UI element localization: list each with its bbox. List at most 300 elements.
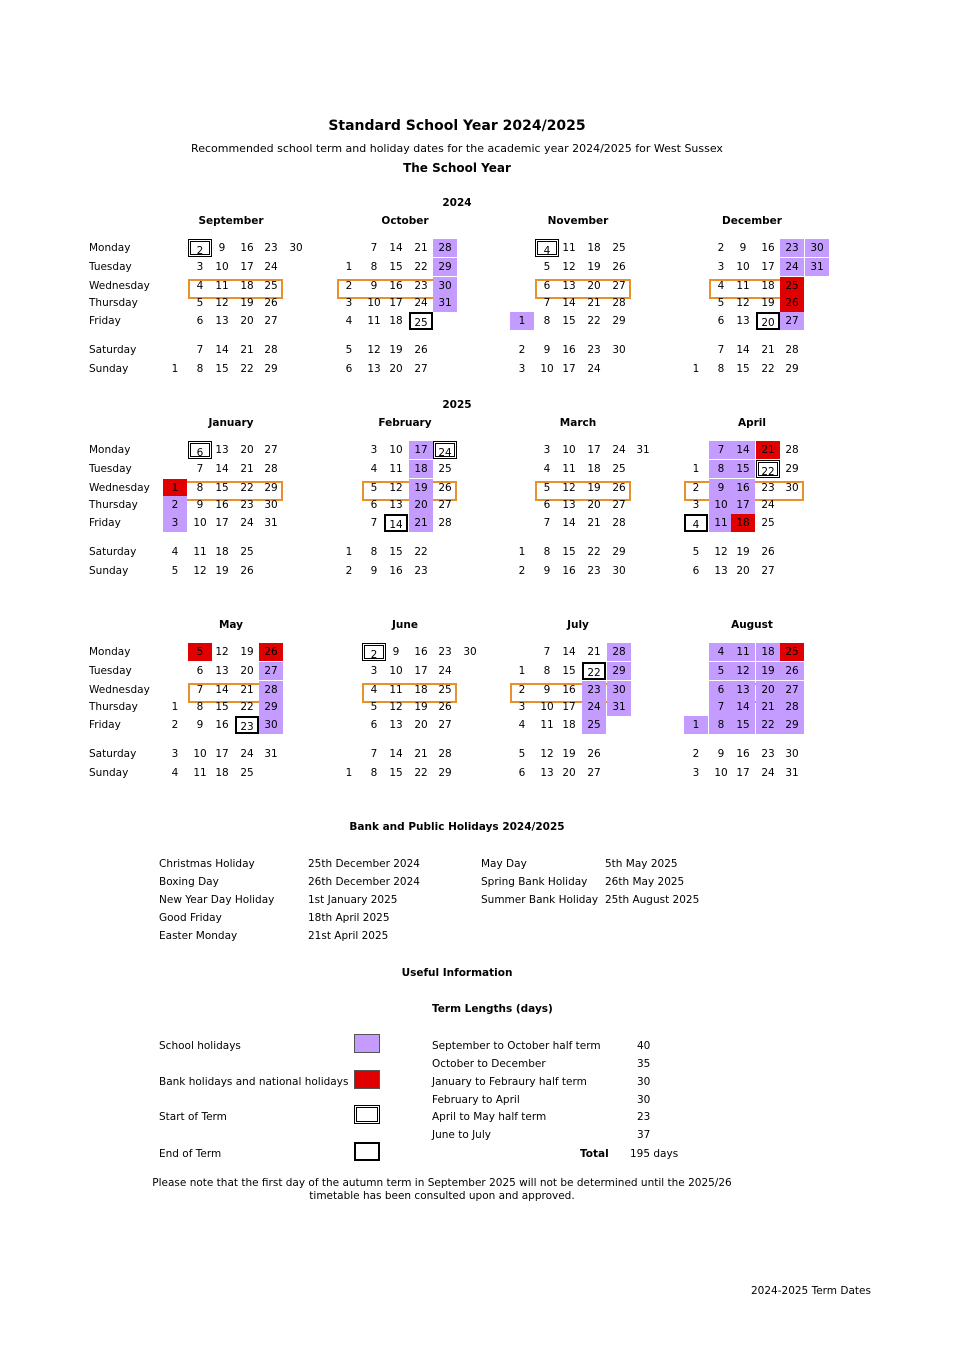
day-cell: 14: [736, 344, 750, 356]
school-holiday-cell: 27: [780, 681, 804, 699]
day-cell: 26: [612, 261, 626, 273]
page-subtitle: Recommended school term and holiday dates for the academic year 2024/2025 for West Sussex: [191, 142, 723, 155]
day-cell: 18: [562, 719, 576, 731]
day-cell: 7: [196, 344, 204, 356]
day-cell: 16: [736, 748, 750, 760]
day-cell: 7: [543, 517, 551, 529]
day-cell: 16: [215, 719, 229, 731]
end-of-term-cell: 23: [235, 716, 259, 734]
day-cell: 15: [389, 261, 403, 273]
day-cell: 10: [389, 444, 403, 456]
day-cell: 8: [196, 701, 204, 713]
day-cell: 16: [389, 565, 403, 577]
bank-holiday-cell: 25: [780, 643, 804, 661]
school-holiday-cell: 28: [259, 681, 283, 699]
day-cell: 5: [196, 297, 204, 309]
day-cell: 11: [215, 280, 229, 292]
day-label: Tuesday: [89, 665, 132, 677]
day-cell: 3: [518, 701, 526, 713]
day-cell: 13: [215, 444, 229, 456]
day-cell: 14: [389, 748, 403, 760]
term-name: October to December: [432, 1058, 546, 1070]
day-cell: 11: [562, 463, 576, 475]
day-cell: 5: [345, 344, 353, 356]
day-cell: 1: [692, 363, 700, 375]
day-label: Sunday: [89, 363, 129, 375]
day-cell: 23: [761, 748, 775, 760]
day-cell: 17: [414, 665, 428, 677]
day-cell: 29: [785, 363, 799, 375]
month-name: September: [198, 215, 264, 227]
school-holiday-cell: 8: [709, 460, 733, 478]
day-cell: 22: [587, 546, 601, 558]
start-of-term-cell: 22: [756, 460, 780, 478]
day-cell: 3: [692, 499, 700, 511]
autumn-term-note: Please note that the first day of the autumn term in September 2025 will not be determined until the 2025/26 timetable has been consulted upon and approved.: [152, 1177, 732, 1202]
day-label: Friday: [89, 315, 121, 327]
day-cell: 3: [345, 297, 353, 309]
day-cell: 15: [389, 546, 403, 558]
legend-label: School holidays: [159, 1040, 241, 1052]
day-cell: 9: [392, 646, 400, 658]
day-cell: 4: [196, 280, 204, 292]
day-cell: 10: [193, 748, 207, 760]
school-holiday-cell: 27: [780, 312, 804, 330]
holiday-name: Christmas Holiday: [159, 858, 255, 870]
day-cell: 17: [215, 748, 229, 760]
day-cell: 10: [540, 701, 554, 713]
day-cell: 9: [196, 499, 204, 511]
school-holiday-cell: 27: [259, 662, 283, 680]
day-cell: 3: [518, 363, 526, 375]
day-cell: 28: [785, 444, 799, 456]
day-cell: 15: [215, 701, 229, 713]
term-name: January to Febraury half term: [432, 1076, 587, 1088]
day-cell: 19: [215, 565, 229, 577]
day-cell: 5: [171, 565, 179, 577]
day-cell: 19: [587, 482, 601, 494]
day-cell: 28: [438, 748, 452, 760]
day-cell: 27: [438, 719, 452, 731]
day-cell: 31: [264, 517, 278, 529]
day-cell: 8: [196, 363, 204, 375]
day-cell: 2: [518, 684, 526, 696]
month-name: May: [218, 619, 244, 631]
school-holiday-cell: 20: [409, 496, 433, 514]
school-holiday-cell: 14: [731, 698, 755, 716]
holiday-name: Good Friday: [159, 912, 222, 924]
day-cell: 12: [193, 565, 207, 577]
day-cell: 11: [562, 242, 576, 254]
holiday-date: 18th April 2025: [308, 912, 390, 924]
day-cell: 10: [540, 363, 554, 375]
day-label: Sunday: [89, 565, 129, 577]
day-cell: 8: [717, 363, 725, 375]
school-holiday-cell: 15: [731, 460, 755, 478]
school-holiday-cell: 11: [731, 643, 755, 661]
day-cell: 2: [692, 748, 700, 760]
term-days: 23: [637, 1111, 651, 1123]
day-cell: 17: [389, 297, 403, 309]
school-holiday-cell: 28: [607, 643, 631, 661]
day-cell: 12: [540, 748, 554, 760]
day-cell: 4: [717, 280, 725, 292]
school-year-heading: The School Year: [403, 161, 511, 175]
day-cell: 11: [736, 280, 750, 292]
day-cell: 9: [543, 565, 551, 577]
day-cell: 16: [562, 684, 576, 696]
term-days: 40: [637, 1040, 651, 1052]
bank-holiday-cell: 26: [780, 294, 804, 312]
day-cell: 27: [587, 767, 601, 779]
day-cell: 6: [543, 280, 551, 292]
day-cell: 10: [193, 517, 207, 529]
day-cell: 11: [540, 719, 554, 731]
day-cell: 30: [289, 242, 303, 254]
term-name: June to July: [432, 1129, 491, 1141]
day-cell: 29: [438, 767, 452, 779]
term-name: February to April: [432, 1094, 520, 1106]
day-cell: 1: [171, 701, 179, 713]
day-cell: 7: [543, 297, 551, 309]
day-cell: 26: [587, 748, 601, 760]
day-cell: 19: [389, 344, 403, 356]
day-cell: 4: [518, 719, 526, 731]
school-holiday-cell: 8: [709, 716, 733, 734]
day-cell: 24: [414, 297, 428, 309]
legend-label: End of Term: [159, 1148, 222, 1160]
day-cell: 15: [562, 546, 576, 558]
school-holiday-cell: 13: [731, 681, 755, 699]
holiday-date: 21st April 2025: [308, 930, 389, 942]
day-cell: 18: [414, 684, 428, 696]
school-holiday-cell: 29: [607, 662, 631, 680]
day-cell: 17: [736, 767, 750, 779]
day-cell: 5: [518, 748, 526, 760]
day-cell: 16: [414, 646, 428, 658]
month-name: March: [559, 417, 597, 429]
school-holiday-cell: 7: [709, 698, 733, 716]
day-cell: 9: [717, 748, 725, 760]
school-holiday-cell: 19: [756, 662, 780, 680]
day-cell: 9: [370, 280, 378, 292]
day-cell: 3: [543, 444, 551, 456]
day-cell: 24: [761, 499, 775, 511]
day-cell: 21: [240, 684, 254, 696]
year-heading-2024: 2024: [442, 197, 472, 209]
start-of-term-cell: 4: [535, 239, 559, 257]
day-label: Friday: [89, 719, 121, 731]
day-cell: 13: [736, 315, 750, 327]
month-name: January: [208, 417, 254, 429]
holiday-name: Boxing Day: [159, 876, 219, 888]
day-cell: 7: [370, 748, 378, 760]
holiday-name: Summer Bank Holiday: [481, 894, 599, 906]
day-cell: 13: [562, 280, 576, 292]
day-cell: 23: [264, 242, 278, 254]
day-cell: 30: [463, 646, 477, 658]
day-cell: 14: [562, 297, 576, 309]
day-cell: 16: [240, 242, 254, 254]
day-cell: 1: [345, 767, 353, 779]
year-heading-2025: 2025: [442, 399, 472, 411]
day-cell: 16: [562, 565, 576, 577]
day-cell: 14: [562, 517, 576, 529]
day-cell: 23: [414, 280, 428, 292]
day-cell: 24: [438, 665, 452, 677]
day-cell: 20: [240, 315, 254, 327]
month-name: August: [731, 619, 773, 631]
day-cell: 13: [562, 499, 576, 511]
day-cell: 16: [562, 344, 576, 356]
day-cell: 21: [761, 344, 775, 356]
school-holiday-cell: 20: [756, 681, 780, 699]
day-cell: 26: [414, 344, 428, 356]
day-cell: 19: [414, 701, 428, 713]
day-cell: 22: [240, 482, 254, 494]
day-cell: 28: [438, 517, 452, 529]
day-cell: 15: [736, 363, 750, 375]
day-cell: 3: [370, 444, 378, 456]
day-label: Tuesday: [89, 463, 132, 475]
day-cell: 22: [761, 363, 775, 375]
day-cell: 23: [438, 646, 452, 658]
day-cell: 1: [171, 363, 179, 375]
day-cell: 28: [612, 517, 626, 529]
day-cell: 7: [543, 646, 551, 658]
day-cell: 11: [389, 684, 403, 696]
total-label: Total: [580, 1148, 609, 1160]
day-cell: 12: [389, 701, 403, 713]
day-cell: 8: [543, 315, 551, 327]
holiday-name: Spring Bank Holiday: [481, 876, 588, 888]
day-cell: 18: [587, 463, 601, 475]
day-cell: 24: [240, 748, 254, 760]
day-label: Monday: [89, 646, 131, 658]
day-cell: 13: [215, 315, 229, 327]
term-lengths-heading: Term Lengths (days): [432, 1003, 553, 1015]
day-cell: 12: [367, 344, 381, 356]
day-cell: 19: [736, 546, 750, 558]
day-cell: 7: [717, 344, 725, 356]
school-holiday-cell: 9: [709, 479, 733, 497]
day-cell: 28: [785, 344, 799, 356]
day-cell: 3: [171, 748, 179, 760]
day-cell: 27: [761, 565, 775, 577]
month-name: June: [392, 619, 418, 631]
day-cell: 14: [215, 684, 229, 696]
day-cell: 18: [389, 315, 403, 327]
day-cell: 23: [240, 499, 254, 511]
day-cell: 1: [692, 463, 700, 475]
day-cell: 27: [264, 444, 278, 456]
day-cell: 15: [562, 665, 576, 677]
school-holiday-cell: 31: [433, 294, 457, 312]
bank-holiday-cell: 25: [780, 277, 804, 295]
school-holiday-cell: 18: [756, 643, 780, 661]
day-cell: 27: [612, 499, 626, 511]
day-cell: 21: [240, 344, 254, 356]
school-holiday-cell: 29: [433, 258, 457, 276]
day-cell: 26: [761, 546, 775, 558]
day-cell: 23: [761, 482, 775, 494]
day-cell: 30: [785, 482, 799, 494]
day-cell: 30: [264, 499, 278, 511]
day-cell: 14: [215, 463, 229, 475]
school-holiday-cell: 24: [780, 258, 804, 276]
day-cell: 2: [518, 565, 526, 577]
day-cell: 17: [240, 261, 254, 273]
day-cell: 30: [612, 565, 626, 577]
day-cell: 12: [389, 482, 403, 494]
holiday-name: Easter Monday: [159, 930, 238, 942]
day-cell: 22: [414, 261, 428, 273]
day-cell: 25: [612, 242, 626, 254]
day-cell: 20: [414, 719, 428, 731]
day-cell: 31: [636, 444, 650, 456]
day-cell: 2: [345, 280, 353, 292]
useful-info-heading: Useful Information: [401, 967, 513, 979]
school-holiday-cell: 16: [731, 479, 755, 497]
day-cell: 1: [518, 546, 526, 558]
day-cell: 9: [196, 719, 204, 731]
day-cell: 6: [717, 315, 725, 327]
school-holiday-cell: 23: [582, 681, 606, 699]
school-holiday-cell: 14: [731, 441, 755, 459]
day-cell: 4: [171, 546, 179, 558]
holiday-date: 26th December 2024: [308, 876, 420, 888]
day-cell: 19: [240, 646, 254, 658]
day-cell: 22: [414, 767, 428, 779]
day-cell: 11: [193, 767, 207, 779]
day-cell: 3: [196, 261, 204, 273]
month-name: April: [737, 417, 767, 429]
day-cell: 18: [215, 767, 229, 779]
day-cell: 7: [196, 463, 204, 475]
school-holiday-cell: 24: [582, 698, 606, 716]
day-cell: 24: [612, 444, 626, 456]
term-name: September to October half term: [432, 1040, 601, 1052]
day-cell: 6: [196, 315, 204, 327]
day-cell: 30: [612, 344, 626, 356]
total-value: 195 days: [630, 1148, 679, 1160]
end-of-term-cell: 20: [756, 312, 780, 330]
day-cell: 17: [587, 444, 601, 456]
day-cell: 2: [717, 242, 725, 254]
day-cell: 21: [414, 242, 428, 254]
day-cell: 10: [215, 261, 229, 273]
day-cell: 3: [370, 665, 378, 677]
day-cell: 26: [240, 565, 254, 577]
day-cell: 27: [414, 363, 428, 375]
day-cell: 17: [562, 363, 576, 375]
school-holiday-cell: 11: [709, 514, 733, 532]
day-cell: 31: [785, 767, 799, 779]
day-cell: 10: [389, 665, 403, 677]
day-cell: 29: [264, 363, 278, 375]
day-cell: 25: [264, 280, 278, 292]
day-cell: 12: [736, 297, 750, 309]
legend-swatch-holiday: [354, 1034, 380, 1053]
day-cell: 1: [345, 261, 353, 273]
footer-text: 2024-2025 Term Dates: [751, 1285, 871, 1297]
day-cell: 1: [518, 665, 526, 677]
day-cell: 5: [370, 482, 378, 494]
school-holiday-cell: 21: [756, 698, 780, 716]
day-cell: 14: [389, 242, 403, 254]
day-cell: 25: [761, 517, 775, 529]
day-cell: 26: [264, 297, 278, 309]
day-cell: 11: [193, 546, 207, 558]
holiday-date: 25th December 2024: [308, 858, 420, 870]
day-cell: 20: [587, 499, 601, 511]
day-cell: 25: [240, 546, 254, 558]
end-of-term-cell: 14: [384, 514, 408, 532]
day-cell: 15: [389, 767, 403, 779]
day-cell: 2: [171, 719, 179, 731]
day-cell: 20: [389, 363, 403, 375]
school-holiday-cell: 1: [510, 312, 534, 330]
term-days: 37: [637, 1129, 651, 1141]
day-cell: 17: [761, 261, 775, 273]
day-cell: 8: [543, 546, 551, 558]
day-cell: 28: [612, 297, 626, 309]
end-of-term-cell: 25: [409, 312, 433, 330]
day-cell: 17: [215, 517, 229, 529]
day-cell: 24: [761, 767, 775, 779]
day-cell: 3: [717, 261, 725, 273]
school-holiday-cell: 29: [259, 698, 283, 716]
school-holiday-cell: 6: [709, 681, 733, 699]
school-holiday-cell: 19: [409, 479, 433, 497]
day-cell: 8: [370, 261, 378, 273]
day-cell: 28: [264, 463, 278, 475]
school-holiday-cell: 5: [709, 662, 733, 680]
day-cell: 13: [367, 363, 381, 375]
day-cell: 19: [562, 748, 576, 760]
day-cell: 12: [215, 646, 229, 658]
day-cell: 21: [587, 646, 601, 658]
school-holiday-cell: 26: [780, 662, 804, 680]
day-cell: 14: [562, 646, 576, 658]
day-cell: 16: [389, 280, 403, 292]
day-cell: 5: [370, 701, 378, 713]
month-name: December: [722, 215, 782, 227]
day-cell: 5: [692, 546, 700, 558]
school-holiday-cell: 30: [433, 277, 457, 295]
holiday-date: 5th May 2025: [605, 858, 678, 870]
day-cell: 20: [736, 565, 750, 577]
day-cell: 21: [414, 748, 428, 760]
day-cell: 28: [264, 344, 278, 356]
day-cell: 14: [215, 344, 229, 356]
day-cell: 1: [345, 546, 353, 558]
school-holiday-cell: 30: [607, 681, 631, 699]
day-label: Monday: [89, 242, 131, 254]
term-days: 30: [637, 1094, 651, 1106]
day-cell: 11: [389, 463, 403, 475]
day-cell: 12: [714, 546, 728, 558]
day-cell: 25: [612, 463, 626, 475]
day-cell: 6: [370, 499, 378, 511]
day-cell: 15: [562, 315, 576, 327]
bank-holiday-cell: 26: [259, 643, 283, 661]
day-cell: 10: [736, 261, 750, 273]
school-holiday-cell: 31: [607, 698, 631, 716]
school-holiday-cell: 25: [582, 716, 606, 734]
day-cell: 6: [345, 363, 353, 375]
day-cell: 7: [196, 684, 204, 696]
